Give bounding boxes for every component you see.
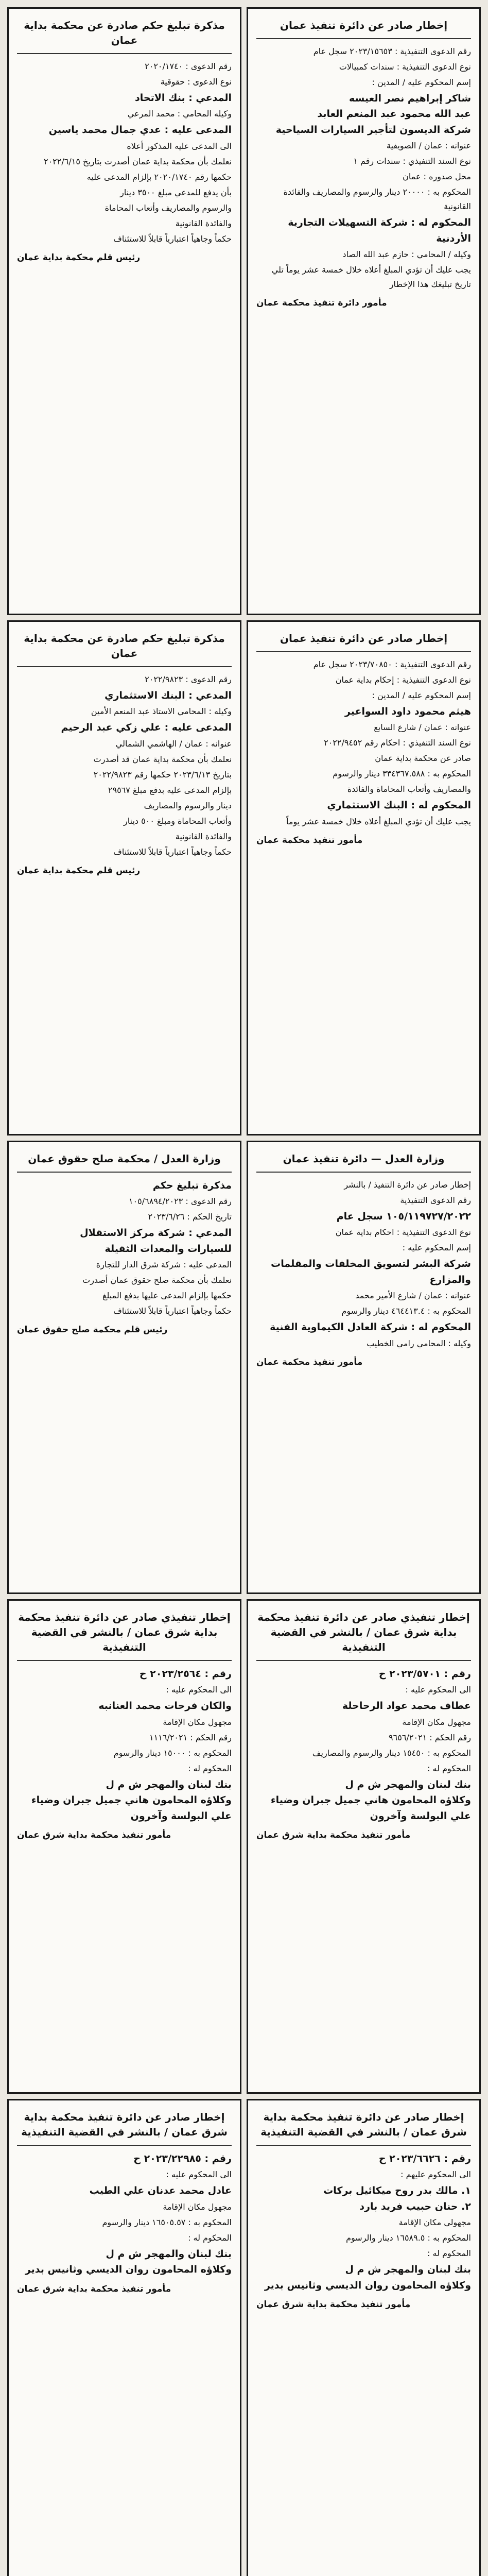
plaintiff: بنك لبنان والمهجر ش م ل	[106, 1778, 232, 1790]
case-number: رقم الدعوى : ١٠٥/٦٨٩٤/٢٠٢٣	[128, 1196, 232, 1207]
signature: رئيس قلم محكمة بداية عمان	[17, 865, 141, 876]
plaintiff: بنك لبنان والمهجر ش م ل	[345, 1778, 471, 1790]
body-line: الى المدعى عليه المذكور أعلاه	[127, 141, 232, 151]
divider	[17, 2145, 232, 2146]
notice-east-amman-1	[247, 1599, 481, 2094]
notice-execution-3	[247, 1141, 481, 1594]
defendant-label: الى المحكوم عليه :	[166, 2170, 232, 2180]
case-number: رقم الدعوى : ٢٠٢٠/١٧٤٠	[145, 61, 232, 71]
judgment-number: رقم الحكم : ١١١٦/٢٠٢١	[149, 1732, 232, 1742]
body-line: والفائدة القانونية	[175, 831, 232, 841]
divider	[17, 1660, 232, 1661]
case-number: رقم : ٢٠٢٣/٢٥٦٤ ح	[139, 1668, 232, 1680]
signature: مأمور تنفيذ محكمة بداية شرق عمان	[256, 1829, 411, 1840]
defendant-name-2: عبد الله محمود عبد المنعم العابد	[317, 108, 471, 120]
divider	[256, 38, 471, 39]
case-number: رقم : ٢٠٢٣/٦٦٢٦ ح	[378, 2153, 471, 2164]
row-3	[7, 1141, 481, 1594]
address: عنوانه : عمان / الصويفية	[386, 141, 471, 151]
body-line: حكماً وجاهياً اعتبارياً قابلاً للاستئناف	[113, 1306, 232, 1316]
notice-header: إخطار تنفيذي صادر عن دائرة تنفيذ محكمة بداية شرق عمان / بالنشر في القضية التنفيذية	[18, 1611, 231, 1653]
body-line: بإلزام المدعى عليه بدفع مبلغ ٢٩٥٦٧	[108, 785, 232, 795]
defendant-label: الى المحكوم عليه :	[166, 1685, 232, 1695]
divider	[17, 666, 232, 667]
notice-header: إخطار صادر عن دائرة تنفيذ عمان	[280, 19, 448, 31]
defendant-company: شركة الديسون لتأجير السيارات السياحية	[275, 124, 471, 135]
issue-place: محل صدوره : عمان	[403, 172, 471, 182]
signature: مأمور تنفيذ محكمة بداية شرق عمان	[256, 2299, 411, 2310]
amount: المحكوم به : ١٥٤٥٠ دينار والرسوم والمصاريف	[312, 1748, 471, 1758]
defendant-label: إسم المحكوم عليه / المدين :	[372, 690, 471, 700]
case-label: رقم الدعوى التنفيذية	[400, 1195, 471, 1205]
body-line: وأتعاب المحاماة ومبلغ ٥٠٠ دينار	[124, 816, 232, 826]
residence: مجهول مكان الإقامة	[402, 1717, 471, 1727]
divider	[256, 1172, 471, 1173]
defendant: المدعى عليه : شركة شرق الدار للتجارة	[96, 1260, 232, 1270]
body-line: حكماً وجاهياً اعتبارياً قابلاً للاستئناف	[113, 846, 232, 857]
notice-header: إخطار صادر عن دائرة تنفيذ عمان	[280, 632, 448, 645]
attorneys: وكلاؤه المحامون روان الديسي وثانيس بدير	[264, 2279, 471, 2291]
amount: المحكوم به : ٤٦٤٤١٣.٤ دينار والرسوم	[341, 1306, 471, 1316]
instruction: يجب عليك أن تؤدي المبلغ أعلاه خلال خمسة عشر يوماً تلي تاريخ تبليغك هذا الإخطار	[271, 264, 471, 289]
address: عنوانه : عمان / شارع الأمير محمد	[355, 1291, 471, 1301]
defendant-name: هيثم محمود داود السواعير	[344, 706, 471, 717]
plaintiff-label: المحكوم له :	[427, 1763, 471, 1773]
body-line: حكماً وجاهياً اعتبارياً قابلاً للاستئناف	[113, 233, 232, 244]
row-1	[7, 7, 481, 615]
signature: رئيس قلم محكمة صلح حقوق عمان	[17, 1325, 168, 1335]
plaintiff: المدعي : بنك الاتحاد	[135, 92, 232, 104]
instruction: يجب عليك أن تؤدي المبلغ أعلاه خلال خمسة عشر يوماً	[286, 816, 471, 826]
notice-judgment-2	[7, 620, 241, 1136]
judgment-date: تاريخ الحكم : ٢٠٢٣/٦/٢٦	[148, 1212, 232, 1222]
body-line: نعلمك بأن محكمة بداية عمان أصدرت بتاريخ ٢٠٢٢/٦/١٥	[43, 156, 232, 166]
defendant: المدعى عليه : عدي جمال محمد ياسين	[48, 124, 232, 136]
notice-header: وزارة العدل / محكمة صلح حقوق عمان	[28, 1153, 221, 1165]
plaintiff: المحكوم له : شركة التسهيلات التجارية الأردنية	[288, 217, 471, 244]
divider	[256, 2145, 471, 2146]
case-number: رقم : ٢٠٢٣/٥٧٠١ ح	[378, 1668, 471, 1680]
row-2	[7, 620, 481, 1136]
defendant-name: والكان فرحات محمد العنانبه	[98, 1700, 232, 1712]
divider	[17, 53, 232, 54]
body-line: بتاريخ ٢٠٢٣/٦/١٣ حكمها رقم ٢٠٢٢/٩٨٢٣	[93, 769, 232, 779]
notice-east-amman-4	[7, 2099, 241, 2576]
notice-subtitle: إخطار صادر عن دائرة التنفيذ / بالنشر	[344, 1180, 471, 1190]
defendant-name-1: ١. مالك بدر روح ميكائيل بركات	[323, 2185, 471, 2197]
attorney: وكيله المحامي : محمد المرعي	[127, 109, 232, 119]
divider	[256, 651, 471, 652]
signature: مأمور دائرة تنفيذ محكمة عمان	[256, 297, 387, 308]
notice-judgment-1	[7, 7, 241, 615]
residence: مجهول مكان الإقامة	[163, 1717, 232, 1727]
body-line: نعلمك بأن محكمة بداية عمان قد أصدرت	[93, 754, 232, 764]
divider	[17, 1172, 232, 1173]
amount: المحكوم به : ١٥٠٠٠ دينار والرسوم	[113, 1748, 232, 1758]
attorneys: وكلاؤه المحامون روان الديسي وثانيس بدير	[25, 2264, 232, 2276]
attorneys: وكلاؤه المحامون هاني جميل جبران وضياء علي البولسة وآخرون	[31, 1794, 232, 1822]
residence: مجهولي مكان الإقامة	[398, 2217, 471, 2228]
notices-grid	[7, 7, 481, 2576]
body-line: دينار والرسوم والمصاريف	[144, 800, 232, 810]
notice-header: إخطار صادر عن دائرة تنفيذ محكمة بداية شرق عمان / بالنشر في القضية التنفيذية	[21, 2111, 228, 2138]
notice-header: إخطار تنفيذي صادر عن دائرة تنفيذ محكمة بداية شرق عمان / بالنشر في القضية التنفيذية	[257, 1611, 470, 1653]
body-line: نعلمك بأن محكمة صلح حقوق عمان أصدرت	[82, 1275, 232, 1285]
case-number: رقم : ٢٠٢٣/٢٢٩٨٥ ح	[133, 2153, 232, 2164]
divider	[256, 1660, 471, 1661]
notice-east-amman-3	[247, 2099, 481, 2576]
signature: مأمور تنفيذ محكمة عمان	[256, 835, 363, 845]
defendant-name: عطاف محمد عواد الرحاحلة	[342, 1700, 471, 1712]
defendant-label: إسم المحكوم عليه / المدين :	[372, 77, 471, 87]
plaintiff: المدعي : شركة مركز الاستقلال	[80, 1227, 232, 1239]
residence: مجهول مكان الإقامة	[163, 2201, 232, 2212]
plaintiff-label: المحكوم له :	[188, 2232, 232, 2243]
attorneys: وكلاؤه المحامون هاني جميل جبران وضياء علي البولسة وآخرون	[270, 1794, 471, 1822]
signature: مأمور تنفيذ محكمة بداية شرق عمان	[17, 1829, 171, 1840]
attorney: وكيله / المحامي : حازم عبد الله الصاد	[342, 249, 471, 259]
notice-header: إخطار صادر عن دائرة تنفيذ محكمة بداية شرق عمان / بالنشر في القضية التنفيذية	[260, 2111, 467, 2138]
amount: المحكوم به : ٣٣٤٣٦٧.٥٨٨ دينار والرسوم	[333, 769, 471, 779]
body-line: والفائدة القانونية	[175, 218, 232, 228]
notice-judgment-3	[7, 1141, 241, 1594]
address: عنوانه : عمان / الهاشمي الشمالي	[115, 738, 232, 749]
defendant-name: عادل محمد عدنان علي الطيب	[89, 2185, 232, 2197]
attorney: وكيله : المحامي الاستاذ عبد المنعم الأمين	[91, 706, 232, 717]
plaintiff-detail: للسيارات والمعدات الثقيلة	[104, 1243, 232, 1255]
amount: المحكوم به : ١٦٥٠٥.٥٧ دينار والرسوم	[102, 2217, 232, 2227]
notice-execution-1	[247, 7, 481, 615]
attorney: وكيله : المحامي رامي الخطيب	[367, 1338, 471, 1348]
plaintiff: المحكوم له : شركة العادل الكيماوية الفنية	[270, 1321, 471, 1333]
case-number: رقم الدعوى التنفيذية : ٢٠٢٣/١٥٦٥٣ سجل عام	[313, 46, 471, 56]
defendant-name-2: ٢. حنان حبيب فريد بارد	[359, 2200, 471, 2212]
notice-header: مذكرة تبليغ حكم صادرة عن محكمة بداية عمان	[24, 19, 225, 46]
plaintiff: المدعي : البنك الاستثماري	[104, 690, 232, 701]
row-4	[7, 1599, 481, 2094]
amount: المحكوم به : ١٦٥٨٩.٥ دينار والرسوم	[346, 2233, 471, 2243]
body-line: حكمها رقم ٢٠٢٠/١٧٤٠ بإلزام المدعى عليه	[86, 172, 232, 182]
notice-east-amman-2	[7, 1599, 241, 2094]
case-number: رقم الدعوى : ٢٠٢٢/٩٨٢٣	[145, 674, 232, 684]
defendant-name: شركة البشر لتسويق المخلفات والمقلمات والمزارع	[271, 1258, 471, 1285]
row-5	[7, 2099, 481, 2576]
instrument: نوع السند التنفيذي : احكام رقم ٢٠٢٢/٩٤٥٢	[324, 738, 471, 748]
defendant-name: شاكر إبراهيم نصر العيسه	[349, 93, 471, 104]
instrument-type: نوع السند التنفيذي : سندات رقم ١	[353, 156, 471, 166]
defendant: المدعى عليه : علي زكي عبد الرحيم	[61, 722, 232, 734]
signature: مأمور تنفيذ محكمة عمان	[256, 1357, 363, 1367]
plaintiff: بنك لبنان والمهجر ش م ل	[106, 2248, 232, 2260]
plaintiff-label: المحكوم له :	[427, 2248, 471, 2259]
plaintiff-label: المحكوم له :	[188, 1763, 232, 1773]
body-line: بأن يدفع للمدعي مبلغ ٣٥٠٠ دينار	[120, 187, 232, 197]
amount-detail: والمصاريف وأتعاب المحاماة والفائدة	[347, 784, 471, 794]
case-number: ١٠٥/١١٩٧٢٧/٢٠٢٢ سجل عام	[336, 1211, 471, 1222]
notice-execution-2	[247, 620, 481, 1136]
notice-header: وزارة العدل — دائرة تنفيذ عمان	[283, 1153, 445, 1165]
case-number: رقم الدعوى التنفيذية : ٢٠٢٣/٧٠٨٥٠ سجل عام	[313, 659, 471, 669]
defendant-label: إسم المحكوم عليه :	[402, 1243, 471, 1253]
case-type: نوع الدعوى التنفيذية : سندات كمبيالات	[339, 62, 471, 72]
notice-subtitle: مذكرة تبليغ حكم	[152, 1180, 232, 1191]
body-line: والرسوم والمصاريف وأتعاب المحاماة	[104, 202, 232, 213]
address: عنوانه : عمان / شارع السابع	[374, 722, 471, 733]
case-type: نوع الدعوى : حقوقية	[160, 77, 232, 87]
signature: رئيس قلم محكمة بداية عمان	[17, 252, 141, 263]
judgment-number: رقم الحكم : ٩٦٥٦/٢٠٢١	[389, 1732, 471, 1742]
notice-header: مذكرة تبليغ حكم صادرة عن محكمة بداية عمان	[24, 632, 225, 659]
plaintiff: المحكوم له : البنك الاستثماري	[327, 800, 471, 811]
defendant-label: الى المحكوم عليه :	[405, 1685, 471, 1695]
amount: المحكوم به : ٢٠٠٠٠ دينار والرسوم والمصاريف والفائدة القانونية	[283, 187, 471, 212]
case-type: نوع الدعوى التنفيذية : احكام بداية عمان	[335, 1227, 471, 1238]
signature: مأمور تنفيذ محكمة بداية شرق عمان	[17, 2283, 171, 2294]
issuer: صادر عن محكمة بداية عمان	[375, 753, 471, 764]
defendant-label: الى المحكوم عليهم :	[400, 2170, 471, 2180]
case-type: نوع الدعوى التنفيذية : إحكام بداية عمان	[335, 675, 471, 685]
body-line: حكمها بإلزام المدعى عليها بدفع المبلغ	[102, 1291, 232, 1301]
plaintiff: بنك لبنان والمهجر ش م ل	[345, 2264, 471, 2276]
